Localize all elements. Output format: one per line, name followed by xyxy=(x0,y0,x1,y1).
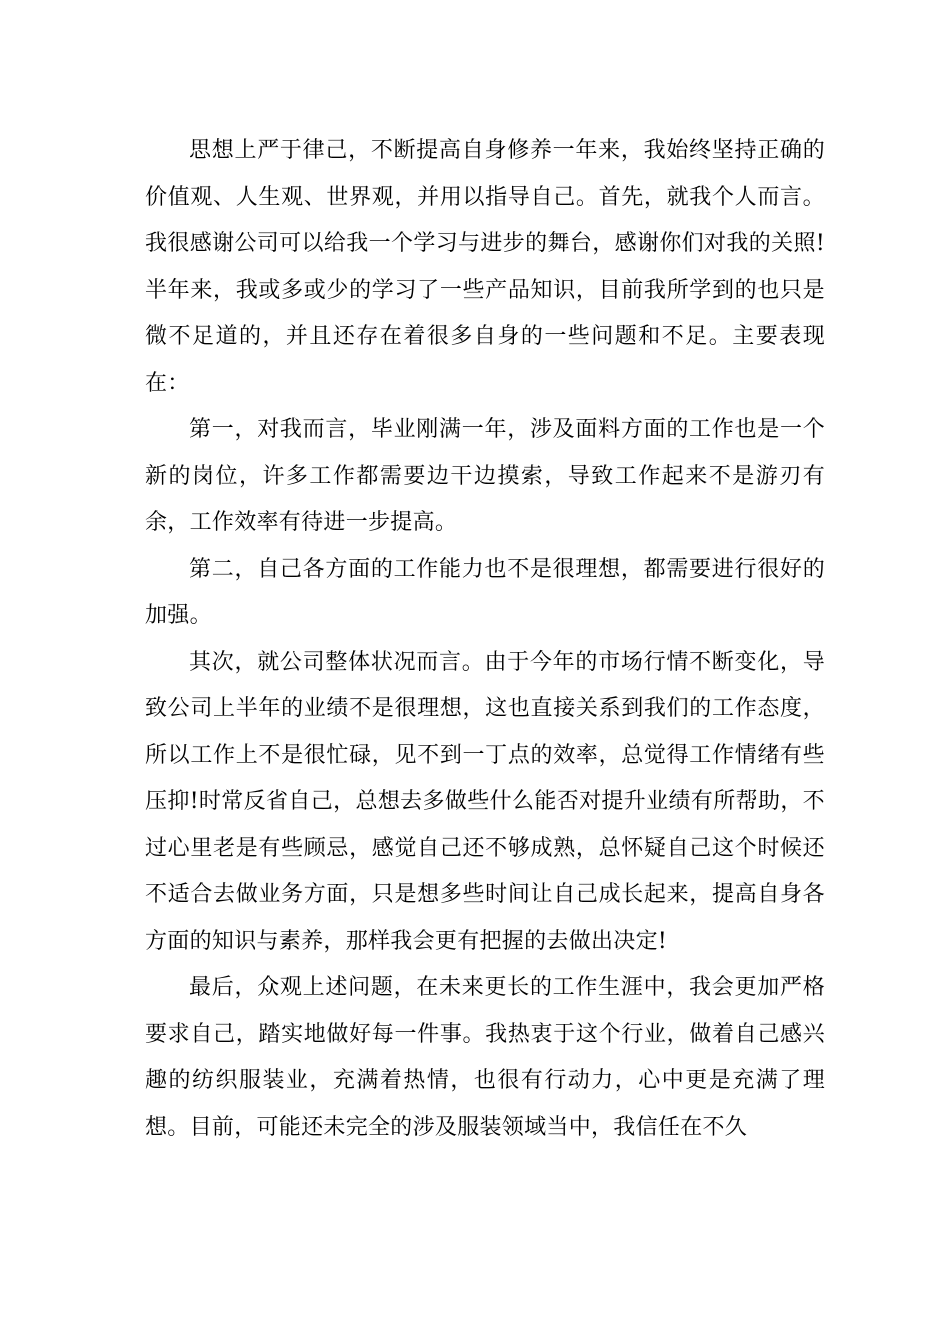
paragraph-company-situation: 其次，就公司整体状况而言。由于今年的市场行情不断变化，导致公司上半年的业绩不是很理想，这也直接关系到我们的工作态度，所以工作上不是很忙碌，见不到一丁点的效率，总觉得工作情绪有些压抑!时常反省自己，总想去多做些什么能否对提升业绩有所帮助，不过心里老是有些顾忌，感觉自己还不够成熟，总怀疑自己这个时候还不适合去做业务方面，只是想多些时间让自己成长起来，提高自身各方面的知识与素养，那样我会更有把握的去做出决定! xyxy=(145,649,825,954)
paragraph-first-point: 第一，对我而言，毕业刚满一年，涉及面料方面的工作也是一个新的岗位，许多工作都需要边干边摸索，导致工作起来不是游刃有余，工作效率有待进一步提高。 xyxy=(145,417,825,535)
document-body xyxy=(145,128,825,1151)
paragraph-conclusion: 最后，众观上述问题，在未来更长的工作生涯中，我会更加严格要求自己，踏实地做好每一件事。我热衷于这个行业，做着自己感兴趣的纺织服装业，充满着热情，也很有行动力，心中更是充满了理想。目前，可能还未完全的涉及服装领域当中，我信任在不久 xyxy=(145,975,825,1140)
paragraph-second-point: 第二，自己各方面的工作能力也不是很理想，都需要进行很好的加强。 xyxy=(145,556,825,628)
paragraph-self-discipline: 思想上严于律己，不断提高自身修养一年来，我始终坚持正确的价值观、人生观、世界观，并用以指导自己。首先，就我个人而言。我很感谢公司可以给我一个学习与进步的舞台，感谢你们对我的关照!半年来，我或多或少的学习了一些产品知识，目前我所学到的也只是微不足道的，并且还存在着很多自身的一些问题和不足。主要表现在： xyxy=(145,138,825,396)
